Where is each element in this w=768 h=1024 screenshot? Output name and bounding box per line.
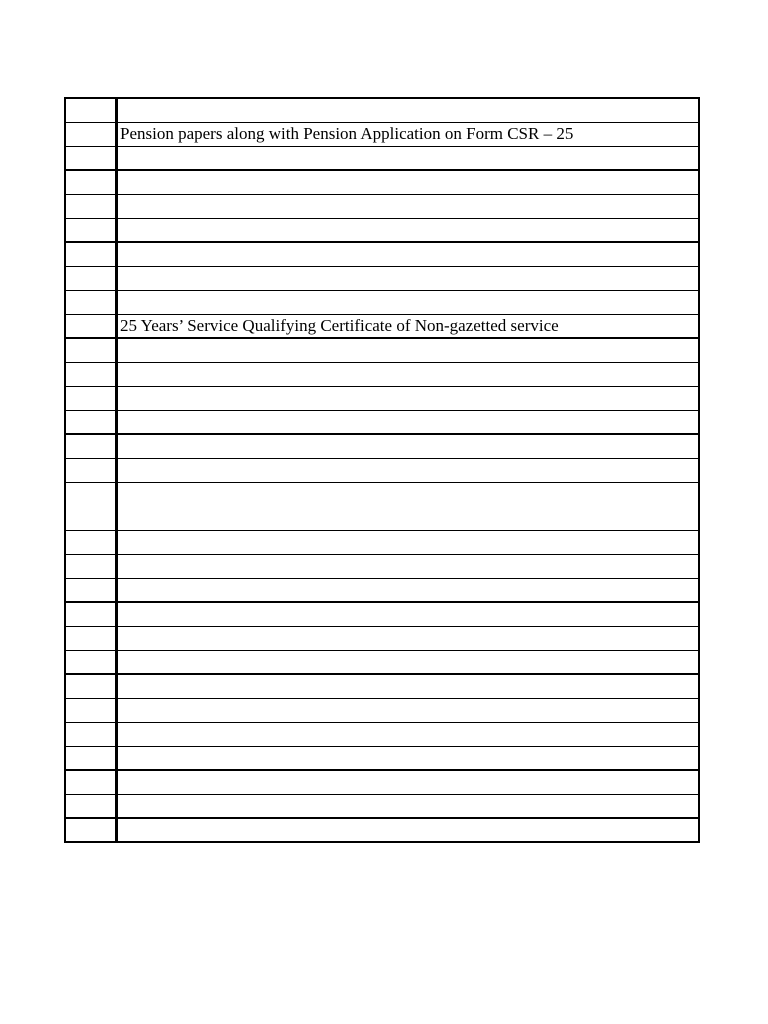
row-number-cell bbox=[66, 555, 118, 578]
row-number-cell bbox=[66, 363, 118, 386]
table-row bbox=[66, 243, 698, 267]
row-number-cell bbox=[66, 675, 118, 698]
row-number-cell bbox=[66, 267, 118, 290]
table-row bbox=[66, 363, 698, 387]
row-text-cell bbox=[118, 219, 698, 241]
row-number-cell bbox=[66, 387, 118, 410]
row-text-cell bbox=[118, 603, 698, 626]
table-row bbox=[66, 171, 698, 195]
row-number-cell bbox=[66, 579, 118, 601]
row-number-cell bbox=[66, 171, 118, 194]
table-row bbox=[66, 627, 698, 651]
row-number-cell bbox=[66, 219, 118, 241]
row-number-cell bbox=[66, 603, 118, 626]
row-number-cell bbox=[66, 291, 118, 314]
row-number-cell bbox=[66, 195, 118, 218]
row-text-cell bbox=[118, 579, 698, 601]
row-text-cell bbox=[118, 795, 698, 817]
table-row bbox=[66, 291, 698, 315]
row-text-cell bbox=[118, 531, 698, 554]
table-row bbox=[66, 459, 698, 483]
table-row bbox=[66, 747, 698, 771]
row-number-cell bbox=[66, 699, 118, 722]
row-number-cell bbox=[66, 483, 118, 530]
row-text-cell bbox=[118, 675, 698, 698]
row-text-cell bbox=[118, 411, 698, 433]
row-text-cell bbox=[118, 363, 698, 386]
row-text-cell bbox=[118, 771, 698, 794]
table-row bbox=[66, 651, 698, 675]
table-row bbox=[66, 699, 698, 723]
row-text-cell bbox=[118, 699, 698, 722]
table-row bbox=[66, 795, 698, 819]
row-number-cell bbox=[66, 795, 118, 817]
table-row bbox=[66, 99, 698, 123]
row-text-cell: 25 Years’ Service Qualifying Certificate of Non-gazetted service bbox=[120, 316, 559, 335]
table-row bbox=[66, 579, 698, 603]
row-number-cell bbox=[66, 627, 118, 650]
row-text-cell bbox=[118, 387, 698, 410]
row-number-cell bbox=[66, 99, 118, 122]
row-text-cell bbox=[118, 555, 698, 578]
row-number-cell bbox=[66, 411, 118, 433]
row-text-cell bbox=[118, 459, 698, 482]
table-row bbox=[66, 411, 698, 435]
table-row bbox=[66, 435, 698, 459]
row-number-cell bbox=[66, 123, 118, 146]
row-number-cell bbox=[66, 651, 118, 673]
row-text-cell: Pension papers along with Pension Application on Form CSR – 25 bbox=[120, 124, 574, 143]
row-text-cell bbox=[118, 819, 698, 841]
row-text-cell bbox=[118, 267, 698, 290]
table-row bbox=[66, 339, 698, 363]
row-number-cell bbox=[66, 147, 118, 169]
row-text-cell bbox=[118, 99, 698, 122]
row-text-cell bbox=[118, 171, 698, 194]
row-text-cell bbox=[118, 243, 698, 266]
row-number-cell bbox=[66, 459, 118, 482]
row-text-cell bbox=[118, 435, 698, 458]
table-row bbox=[66, 267, 698, 291]
table-row bbox=[66, 315, 698, 339]
row-text-cell bbox=[118, 339, 698, 362]
table-row bbox=[66, 483, 698, 531]
row-text-cell bbox=[118, 291, 698, 314]
table-row bbox=[66, 123, 698, 147]
table-row bbox=[66, 387, 698, 411]
row-number-cell bbox=[66, 531, 118, 554]
table-row bbox=[66, 723, 698, 747]
table-row bbox=[66, 771, 698, 795]
row-text-cell bbox=[118, 747, 698, 769]
row-text-cell bbox=[118, 651, 698, 673]
row-text-cell bbox=[118, 147, 698, 169]
row-text-cell bbox=[118, 723, 698, 746]
row-number-cell bbox=[66, 315, 118, 337]
table-row bbox=[66, 147, 698, 171]
row-number-cell bbox=[66, 435, 118, 458]
row-number-cell bbox=[66, 243, 118, 266]
table-row bbox=[66, 219, 698, 243]
table-row bbox=[66, 195, 698, 219]
row-text-cell bbox=[118, 195, 698, 218]
table-row bbox=[66, 819, 698, 843]
row-text-cell bbox=[118, 483, 698, 530]
row-text-cell bbox=[118, 627, 698, 650]
document-table bbox=[64, 97, 700, 843]
table-row bbox=[66, 555, 698, 579]
row-number-cell bbox=[66, 771, 118, 794]
table-row bbox=[66, 603, 698, 627]
table-row bbox=[66, 531, 698, 555]
row-number-cell bbox=[66, 723, 118, 746]
row-number-cell bbox=[66, 747, 118, 769]
row-number-cell bbox=[66, 339, 118, 362]
table-row bbox=[66, 675, 698, 699]
row-number-cell bbox=[66, 819, 118, 841]
